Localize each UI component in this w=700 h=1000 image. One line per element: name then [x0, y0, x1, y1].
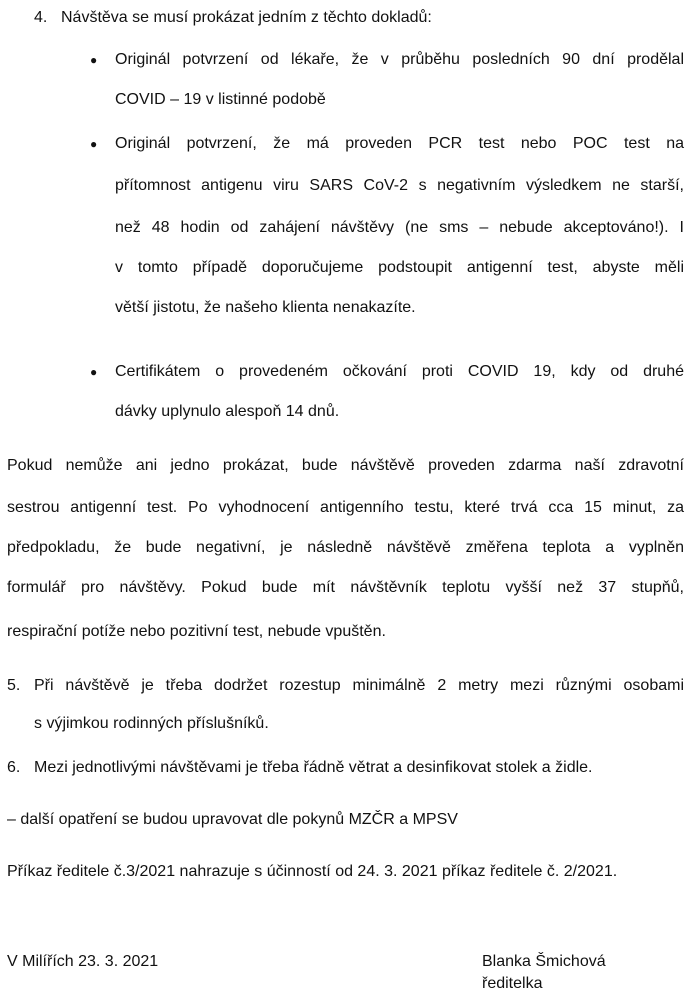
item-4-text: Návštěva se musí prokázat jedním z těchto dokladů: [61, 9, 432, 26]
item-5-line-2: s výjimkou rodinných příslušníků. [34, 715, 269, 732]
paragraph-line-4: formulář pro návštěvy. Pokud bude mít návštěvník teplotu vyšší než 37 stupňů, [7, 579, 684, 596]
bullet-3-line-2: dávky uplynulo alespoň 14 dnů. [115, 403, 340, 420]
paragraph-line-3: předpokladu, že bude negativní, je následně návštěvě změřena teplota a vyplněn [7, 539, 684, 556]
bullet-icon: ● [90, 53, 98, 67]
bullet-2-line-1: Originál potvrzení, že má proveden PCR test nebo POC test na [115, 135, 684, 152]
signature-title: ředitelka [482, 975, 543, 992]
bullet-2-line-2: přítomnost antigenu viru SARS CoV-2 s negativním výsledkem ne starší, [115, 177, 684, 194]
item-5-number: 5. [7, 677, 21, 694]
note-text: – další opatření se budou upravovat dle pokynů MZČR a MPSV [7, 811, 458, 828]
bullet-2-line-4: v tomto případě doporučujeme podstoupit antigenní test, abyste měli [115, 259, 684, 276]
paragraph-line-1: Pokud nemůže ani jedno prokázat, bude návštěvě proveden zdarma naší zdravotní [7, 457, 684, 474]
signature-name: Blanka Šmichová [482, 953, 606, 970]
decree-text: Příkaz ředitele č.3/2021 nahrazuje s účinností od 24. 3. 2021 příkaz ředitele č. 2/2021. [7, 863, 618, 880]
bullet-2-line-3: než 48 hodin od zahájení návštěvy (ne sms – nebude akceptováno!). I [115, 219, 684, 236]
bullet-3-line-1: Certifikátem o provedeném očkování proti COVID 19, kdy od druhé [115, 363, 684, 380]
paragraph-line-2: sestrou antigenní test. Po vyhodnocení antigenního testu, které trvá cca 15 minut, za [7, 499, 684, 516]
item-5-line-1: Při návštěvě je třeba dodržet rozestup minimálně 2 metry mezi různými osobami [34, 677, 684, 694]
item-4-number: 4. [34, 9, 48, 26]
paragraph-line-5: respirační potíže nebo pozitivní test, nebude vpuštěn. [7, 623, 386, 640]
item-6-text: Mezi jednotlivými návštěvami je třeba řádně větrat a desinfikovat stolek a židle. [34, 759, 593, 776]
bullet-1-line-1: Originál potvrzení od lékaře, že v průběhu posledních 90 dní prodělal [115, 51, 684, 68]
place-date: V Milířích 23. 3. 2021 [7, 953, 159, 970]
bullet-1-line-2: COVID – 19 v listinné podobě [115, 91, 326, 108]
bullet-icon: ● [90, 137, 98, 151]
bullet-icon: ● [90, 365, 98, 379]
item-6-number: 6. [7, 759, 21, 776]
bullet-2-line-5: větší jistotu, že našeho klienta nenakazíte. [115, 299, 416, 316]
